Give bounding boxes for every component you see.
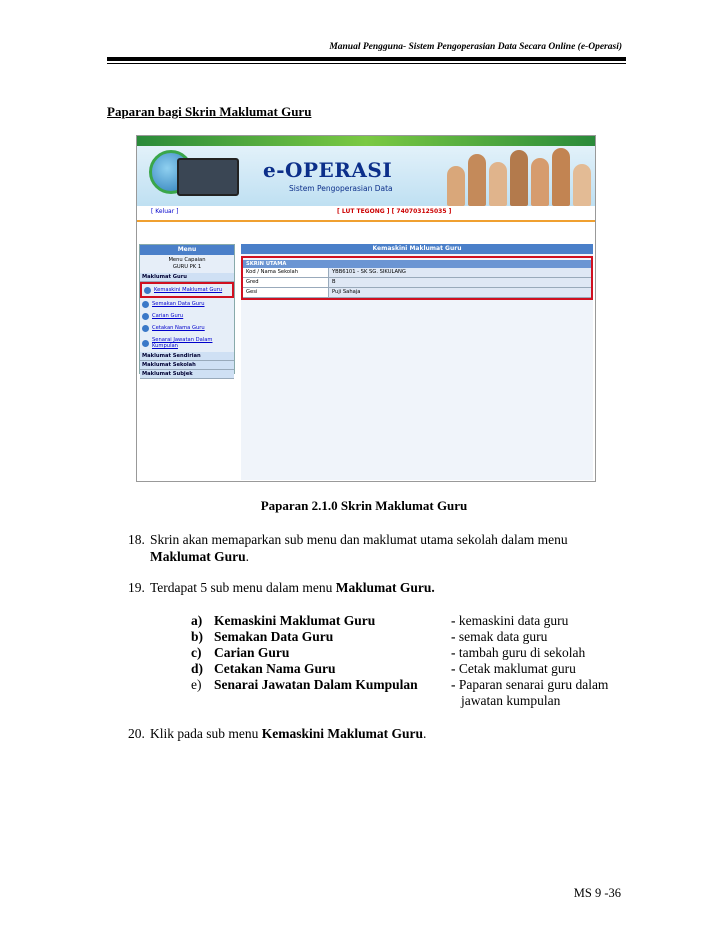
list-item: Semakan Data Guru xyxy=(214,629,334,644)
menu-item-semakan[interactable]: Semakan Data Guru xyxy=(140,298,234,310)
app-logo-subtitle: Sistem Pengoperasian Data xyxy=(289,184,393,193)
header-rule-thin xyxy=(107,63,626,64)
menu-caption: Menu Capaian GURU PK 1 xyxy=(168,257,206,270)
header-rule-thick xyxy=(107,57,626,61)
page-header: Manual Pengguna- Sistem Pengoperasian Data Secara Online (e-Operasi) xyxy=(329,42,622,52)
para-20: Klik pada sub menu Kemaskini Maklumat Guru. xyxy=(150,726,427,741)
info-row: Gesi Puji Sahaja xyxy=(243,288,591,298)
banner-strip xyxy=(137,136,595,146)
list-label: e) xyxy=(191,677,202,692)
screenshot-figure xyxy=(136,135,596,482)
list-item: Kemaskini Maklumat Guru xyxy=(214,613,376,628)
user-identity: [ LUT TEGONG ] [ 740703125035 ] xyxy=(337,208,452,215)
content-section: SKRIN UTAMA xyxy=(243,260,591,268)
list-item: Senarai Jawatan Dalam Kumpulan xyxy=(214,677,418,692)
list-label: b) xyxy=(191,629,204,644)
bullet-icon xyxy=(142,340,149,347)
list-desc-continued: jawatan kumpulan xyxy=(461,693,561,708)
list-desc: - Cetak maklumat guru xyxy=(451,661,576,676)
list-desc: - Paparan senarai guru dalam xyxy=(451,677,609,692)
list-desc: - kemaskini data guru xyxy=(451,613,569,628)
menu-link-sekolah[interactable]: Maklumat Sekolah xyxy=(140,361,234,370)
menu-item-carian[interactable]: Carian Guru xyxy=(140,310,234,322)
menu-title: Menu xyxy=(140,245,234,255)
computer-icon xyxy=(177,158,239,196)
bullet-icon xyxy=(142,301,149,308)
logout-link[interactable]: [ Keluar ] xyxy=(151,208,179,215)
bullet-icon xyxy=(144,287,151,294)
bullet-icon xyxy=(142,325,149,332)
bullet-icon xyxy=(142,313,149,320)
para-18: Skrin akan memaparkan sub menu dan maklumat utama sekolah dalam menu Maklumat Guru. xyxy=(150,532,568,564)
list-desc: - tambah guru di sekolah xyxy=(451,645,586,660)
figure-caption: Paparan 2.1.0 Skrin Maklumat Guru xyxy=(260,498,468,513)
section-title: Paparan bagi Skrin Maklumat Guru xyxy=(107,104,312,119)
list-label: c) xyxy=(191,645,202,660)
list-label: d) xyxy=(191,661,204,676)
side-menu xyxy=(139,244,235,377)
para-19-number: 19. xyxy=(128,580,145,595)
list-item: Cetakan Nama Guru xyxy=(214,661,336,676)
info-row: Kod / Nama Sekolah YBB6101 - SK SG. SIKULANG xyxy=(243,268,591,278)
para-19: Terdapat 5 sub menu dalam menu Maklumat Guru. xyxy=(150,580,435,595)
page-number: MS 9 -36 xyxy=(573,886,621,900)
menu-link-subjek[interactable]: Maklumat Subjek xyxy=(140,370,234,379)
menu-top-link[interactable]: Maklumat Guru xyxy=(140,273,234,282)
menu-link-sendirian[interactable]: Maklumat Sendirian xyxy=(140,352,234,361)
content-title: Kemaskini Maklumat Guru xyxy=(241,244,593,254)
people-photo xyxy=(447,146,595,206)
main-info-box xyxy=(241,256,593,300)
list-item: Carian Guru xyxy=(214,645,290,660)
menu-item-senarai[interactable]: Senarai Jawatan Dalam Kumpulan xyxy=(140,334,234,352)
para-18-number: 18. xyxy=(128,532,145,547)
para-20-number: 20. xyxy=(128,726,145,741)
list-label: a) xyxy=(191,613,203,628)
menu-item-cetakan[interactable]: Cetakan Nama Guru xyxy=(140,322,234,334)
content-panel xyxy=(241,244,593,480)
list-desc: - semak data guru xyxy=(451,629,548,644)
menu-item-kemaskini[interactable]: Kemaskini Maklumat Guru xyxy=(140,282,234,298)
app-logo: e-OPERASI xyxy=(263,158,393,182)
info-row: Gred B xyxy=(243,278,591,288)
